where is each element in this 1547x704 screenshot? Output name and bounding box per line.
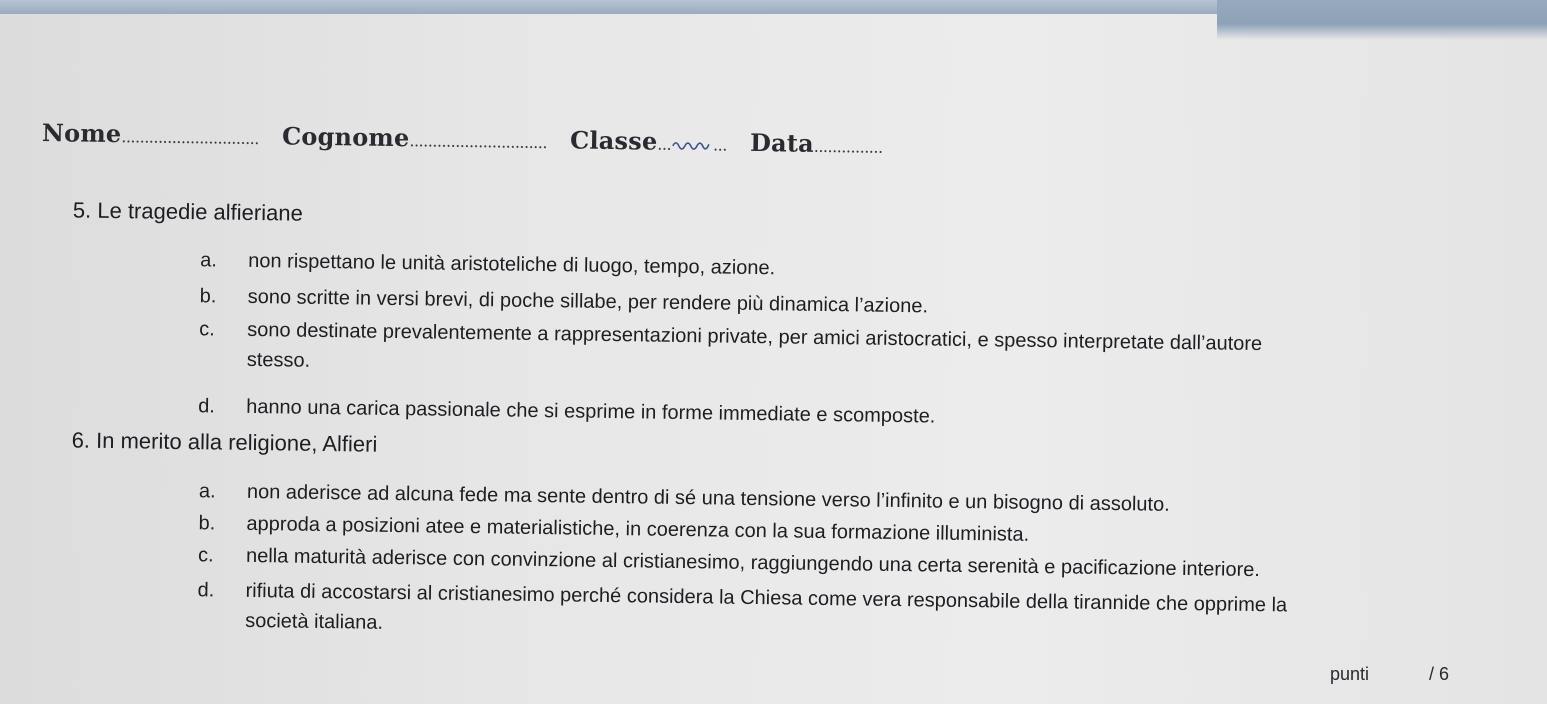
option-text-continuation: stesso.: [246, 348, 311, 372]
score-label: punti: [1330, 664, 1370, 684]
classe-label: Classe: [569, 125, 658, 156]
question-5-option-d[interactable]: [198, 395, 935, 428]
cognome-label: Cognome: [281, 121, 410, 153]
option-letter: a.: [200, 249, 218, 272]
classe-field[interactable]: [657, 135, 727, 155]
score-total: / 6: [1429, 664, 1450, 684]
question-6-title: 6. In merito alla religione, Alfieri: [71, 427, 378, 457]
cognome-field[interactable]: ..............................: [409, 131, 548, 153]
option-text: sono destinate prevalentemente a rappresentazioni private, per amici aristocratici, e spesso interpretate dall’autore: [247, 318, 1263, 356]
question-6-option-a[interactable]: [199, 480, 1170, 517]
question-5-option-a[interactable]: [200, 249, 775, 280]
data-label: Data: [749, 127, 815, 158]
classe-dots-before: ...: [657, 134, 672, 154]
option-letter: b.: [199, 285, 217, 308]
question-6-option-c[interactable]: [198, 544, 1260, 582]
question-6-option-d[interactable]: [197, 575, 1448, 652]
option-text: rifiuta di accostarsi al cristianesimo perché considera la Chiesa come vera responsabile della tirannide che opprime la: [245, 579, 1288, 617]
option-letter: a.: [198, 480, 216, 503]
data-field[interactable]: ...............: [813, 136, 883, 157]
option-letter: d.: [198, 395, 215, 418]
option-text: approda a posizioni atee e materialistiche, in coerenza con la sua formazione illuminista.: [246, 512, 1030, 546]
option-text: non rispettano le unità aristoteliche di luogo, tempo, azione.: [248, 249, 776, 280]
question-5-option-b[interactable]: [200, 285, 929, 318]
classe-dots-after: ...: [713, 135, 728, 155]
option-text-continuation: società italiana.: [245, 609, 384, 634]
question-6-option-b[interactable]: [198, 512, 1029, 547]
option-letter: c.: [199, 318, 215, 341]
nome-label: Nome: [41, 118, 122, 149]
option-letter: d.: [197, 579, 215, 602]
handwritten-scribble-icon: [671, 138, 713, 153]
student-info-header: [42, 118, 883, 159]
option-text: hanno una carica passionale che si esprime in forme immediate e scomposte.: [246, 395, 936, 428]
option-text: nella maturità aderisce con convinzione al cristianesimo, raggiungendo una certa serenità e pacificazione interiore.: [245, 544, 1261, 582]
option-text: sono scritte in versi brevi, di poche sillabe, per rendere più dinamica l’azione.: [247, 285, 929, 318]
option-letter: c.: [197, 544, 214, 567]
option-letter: b.: [198, 512, 216, 535]
nome-field[interactable]: ..............................: [121, 127, 260, 149]
question-5-option-c[interactable]: [199, 314, 1450, 391]
score-box: [1330, 664, 1449, 685]
option-text: non aderisce ad alcuna fede ma sente dentro di sé una tensione verso l’infinito e un bisogno di assoluto.: [246, 480, 1170, 516]
question-5-title: 5. Le tragedie alfieriane: [72, 197, 303, 226]
